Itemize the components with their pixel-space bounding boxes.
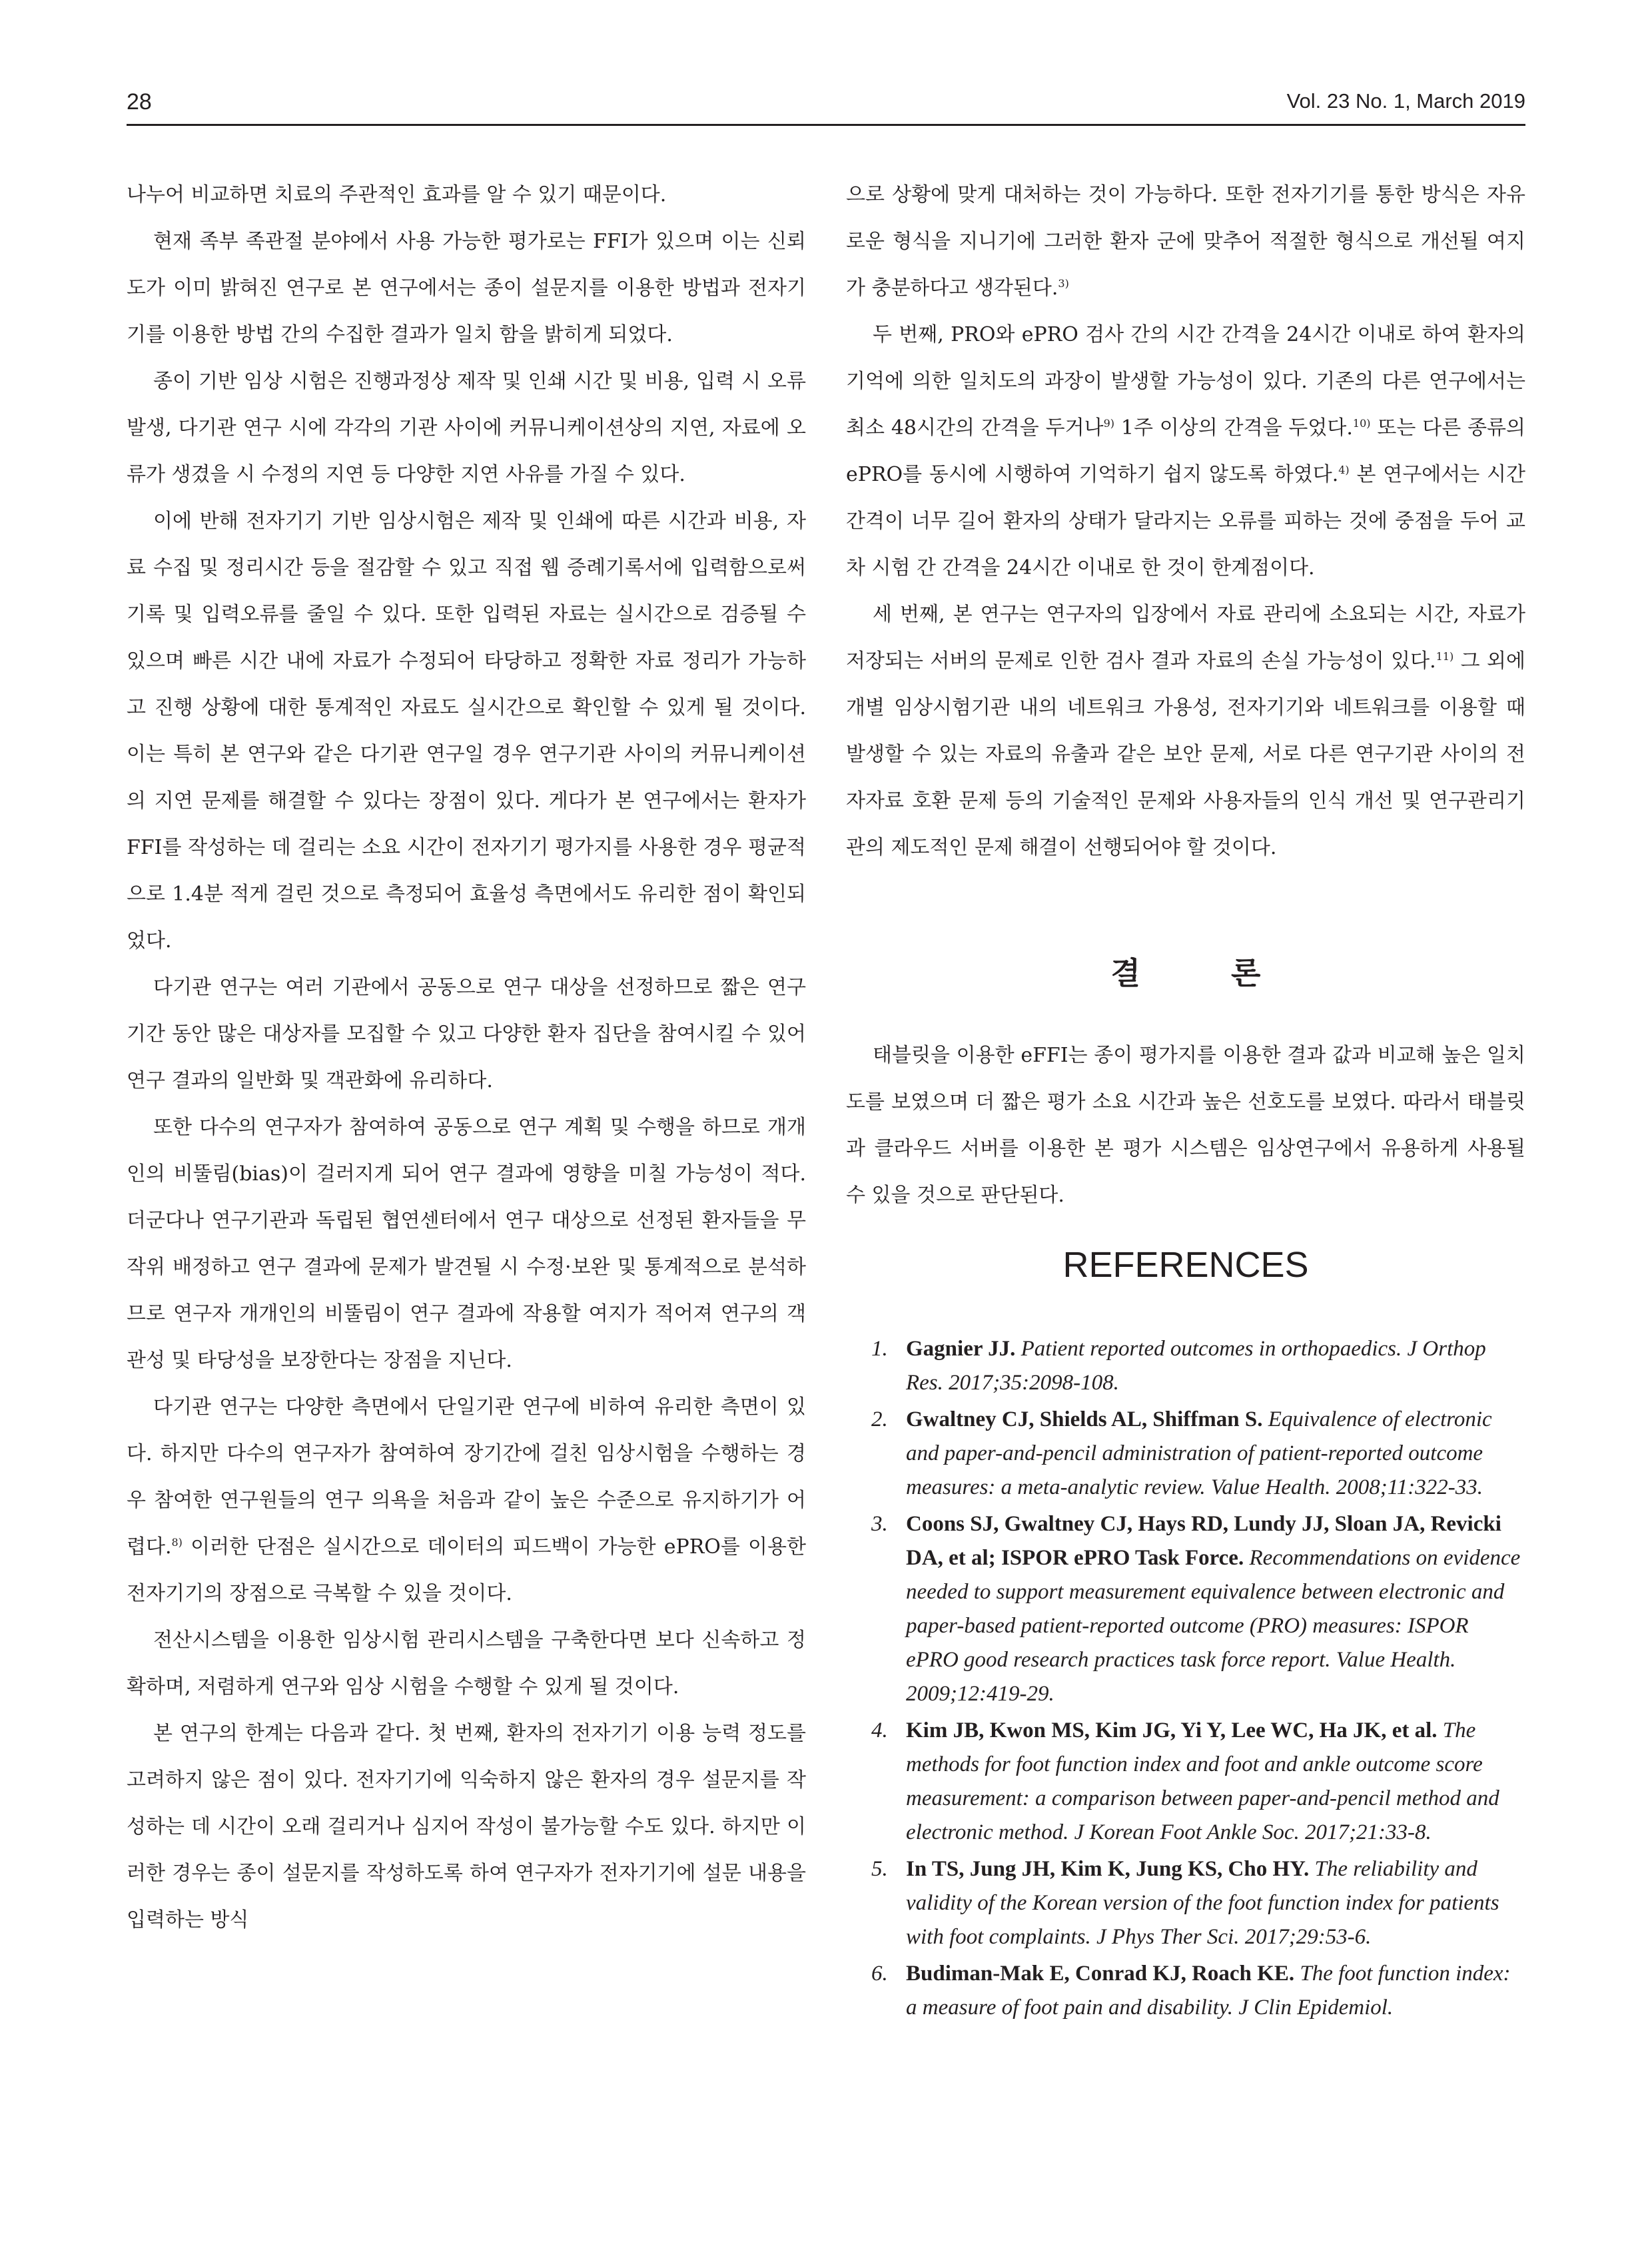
paragraph: 다기관 연구는 여러 기관에서 공동으로 연구 대상을 선정하므로 짧은 연구기간 동안 많은 대상자를 모집할 수 있고 다양한 환자 집단을 참여시킬 수 있어 연구 결과의 일반화 및 객관화에 유리하다. [127,976,806,1092]
reference-list [846,1332,1525,2028]
right-column [846,172,1525,871]
paragraph: 이에 반해 전자기기 기반 임상시험은 제작 및 인쇄에 따른 시간과 비용, 자료 수집 및 정리시간 등을 절감할 수 있고 직접 웹 증례기록서에 입력함으로써 기록 및 입력오류를 줄일 수 있다. 또한 입력된 자료는 실시간으로 검증될 수 있으며 빠른 시간 내에 자료가 수정되어 타당하고 정확한 자료 정리가 가능하고 진행 상황에 대한 통계적인 자료도 실시간으로 확인할 수 있게 될 것이다. 이는 특히 본 연구와 같은 다기관 연구일 경우 연구기관 사이의 커뮤니케이션의 지연 문제를 해결할 수 있다는 장점이 있다. 게다가 본 연구에서는 환자가 FFI를 작성하는 데 걸리는 소요 시간이 전자기기 평가지를 사용한 경우 평균적으로 1.4분 적게 걸린 것으로 측정되어 효율성 측면에서도 유리한 점이 확인되었다. [127,510,806,952]
page-header [127,89,1525,126]
paragraph: 본 연구의 한계는 다음과 같다. 첫 번째, 환자의 전자기기 이용 능력 정도를 고려하지 않은 점이 있다. 전자기기에 익숙하지 않은 환자의 경우 설문지를 작성하는 데 시간이 오래 걸리거나 심지어 작성이 불가능할 수도 있다. 하지만 이러한 경우는 종이 설문지를 작성하도록 하여 연구자가 전자기기에 설문 내용을 입력하는 방식 [127,1722,806,1932]
page-number: 28 [127,89,152,115]
citation: 8) [171,1536,183,1549]
reference-item: 3. Coons SJ, Gwaltney CJ, Hays RD, Lundy JJ, Sloan JA, Revicki DA, et al; ISPOR ePRO Task Force. Recommendations on evidence needed to support measurement equivalence between electronic and paper-based patient-reported outcome (PRO) measures: ISPOR ePRO good research practices task force report. Value Health. 2009;12:419-29. [871,1512,1521,1706]
citation: 10) [1352,417,1371,430]
paragraph: 두 번째, PRO와 ePRO 검사 간의 시간 간격을 24시간 이내로 하여 환자의 기억에 의한 일치도의 과장이 발생할 가능성이 있다. 기존의 다른 연구에서는 최소 48시간의 간격을 두거나$^{9)}$ 1주 이상의 간격을 두었다.$^{10)}$ 또는 다른 종류의 ePRO를 동시에 시행하여 기억하기 쉽지 않도록 하였다.$^{4)}$ 본 연구에서는 시간 간격이 너무 길어 환자의 상태가 달라지는 오류를 피하는 것에 중점을 두어 교차 시험 간 간격을 24시간 이내로 한 것이 한계점이다. [846,323,1526,579]
conclusion-heading: 결 론 [1110,955,1301,991]
journal-info: Vol. 23 No. 1, March 2019 [1286,89,1525,113]
paragraph: 으로 상황에 맞게 대처하는 것이 가능하다. 또한 전자기기를 통한 방식은 자유로운 형식을 지니기에 그러한 환자 군에 맞추어 적절한 형식으로 개선될 여지가 충분하다고 생각된다.$^{3)}$ [846,183,1525,300]
reference-item: 1. Gagnier JJ. Patient reported outcomes in orthopaedics. J Orthop Res. 2017;35:2098-108. [871,1337,1486,1395]
paragraph: 태블릿을 이용한 eFFI는 종이 평가지를 이용한 결과 값과 비교해 높은 일치도를 보였으며 더 짧은 평가 소요 시간과 높은 선호도를 보였다. 따라서 태블릿과 클라우드 서버를 이용한 본 평가 시스템은 임상연구에서 유용하게 사용될 수 있을 것으로 판단된다. [846,1044,1525,1207]
reference-item: 6. Budiman-Mak E, Conrad KJ, Roach KE. The foot function index: a measure of foot pain and disability. J Clin Epidemiol. [871,1962,1511,2020]
paragraph: 현재 족부 족관절 분야에서 사용 가능한 평가로는 FFI가 있으며 이는 신뢰도가 이미 밝혀진 연구로 본 연구에서는 종이 설문지를 이용한 방법과 전자기기를 이용한 방법 간의 수집한 결과가 일치 함을 밝히게 되었다. [127,230,806,346]
citation: 3) [1058,277,1069,290]
paragraph: 나누어 비교하면 치료의 주관적인 효과를 알 수 있기 때문이다. [127,183,667,206]
conclusion-body [846,1032,1525,1219]
citation: 11) [1436,650,1454,663]
paragraph: 세 번째, 본 연구는 연구자의 입장에서 자료 관리에 소요되는 시간, 자료가 저장되는 서버의 문제로 인한 검사 결과 자료의 손실 가능성이 있다.$^{11)}$ 그 외에 개별 임상시험기관 내의 네트워크 가용성, 전자기기와 네트워크를 이용할 때 발생할 수 있는 자료의 유출과 같은 보안 문제, 서로 다른 연구기관 사이의 전자자료 호환 문제 등의 기술적인 문제와 사용자들의 인식 개선 및 연구관리기관의 제도적인 문제 해결이 선행되어야 할 것이다. [846,603,1525,859]
left-column [127,172,806,1944]
paragraph: 다기관 연구는 다양한 측면에서 단일기관 연구에 비하여 유리한 측면이 있다. 하지만 다수의 연구자가 참여하여 장기간에 걸친 임상시험을 수행하는 경우 참여한 연구원들의 연구 의욕을 처음과 같이 높은 수준으로 유지하기가 어렵다.$^{8)}$ 이러한 단점은 실시간으로 데이터의 피드백이 가능한 ePRO를 이용한 전자기기의 장점으로 극복할 수 있을 것이다. [127,1395,806,1605]
paragraph: 전산시스템을 이용한 임상시험 관리시스템을 구축한다면 보다 신속하고 정확하며, 저렴하게 연구와 임상 시험을 수행할 수 있게 될 것이다. [127,1629,806,1698]
citation: 4) [1338,464,1350,476]
reference-item: 5. In TS, Jung JH, Kim K, Jung KS, Cho HY. The reliability and validity of the Korean version of the foot function index for patients with foot complaints. J Phys Ther Sci. 2017;29:53-6. [871,1857,1499,1949]
references-heading: REFERENCES [1062,1245,1309,1285]
reference-item: 2. Gwaltney CJ, Shields AL, Shiffman S. Equivalence of electronic and paper-and-pencil administration of patient-reported outcome measures: a meta-analytic review. Value Health. 2008;11:322-33. [871,1407,1492,1499]
citation: 9) [1103,417,1114,430]
reference-item: 4. Kim JB, Kwon MS, Kim JG, Yi Y, Lee WC, Ha JK, et al. The methods for foot function index and foot and ankle outcome score measurement: a comparison between paper-and-pencil method and electronic method. J Korean Foot Ankle Soc. 2017;21:33-8. [871,1718,1499,1844]
paragraph: 종이 기반 임상 시험은 진행과정상 제작 및 인쇄 시간 및 비용, 입력 시 오류발생, 다기관 연구 시에 각각의 기관 사이에 커뮤니케이션상의 지연, 자료에 오류가 생겼을 시 수정의 지연 등 다양한 지연 사유를 가질 수 있다. [127,370,806,486]
paragraph: 또한 다수의 연구자가 참여하여 공동으로 연구 계획 및 수행을 하므로 개개인의 비뚤림(bias)이 걸러지게 되어 연구 결과에 영향을 미칠 가능성이 적다. 더군다나 연구기관과 독립된 협연센터에서 연구 대상으로 선정된 환자들을 무작위 배정하고 연구 결과에 문제가 발견될 시 수정·보완 및 통계적으로 분석하므로 연구자 개개인의 비뚤림이 연구 결과에 작용할 여지가 적어져 연구의 객관성 및 타당성을 보장한다는 장점을 지닌다. [127,1116,806,1372]
